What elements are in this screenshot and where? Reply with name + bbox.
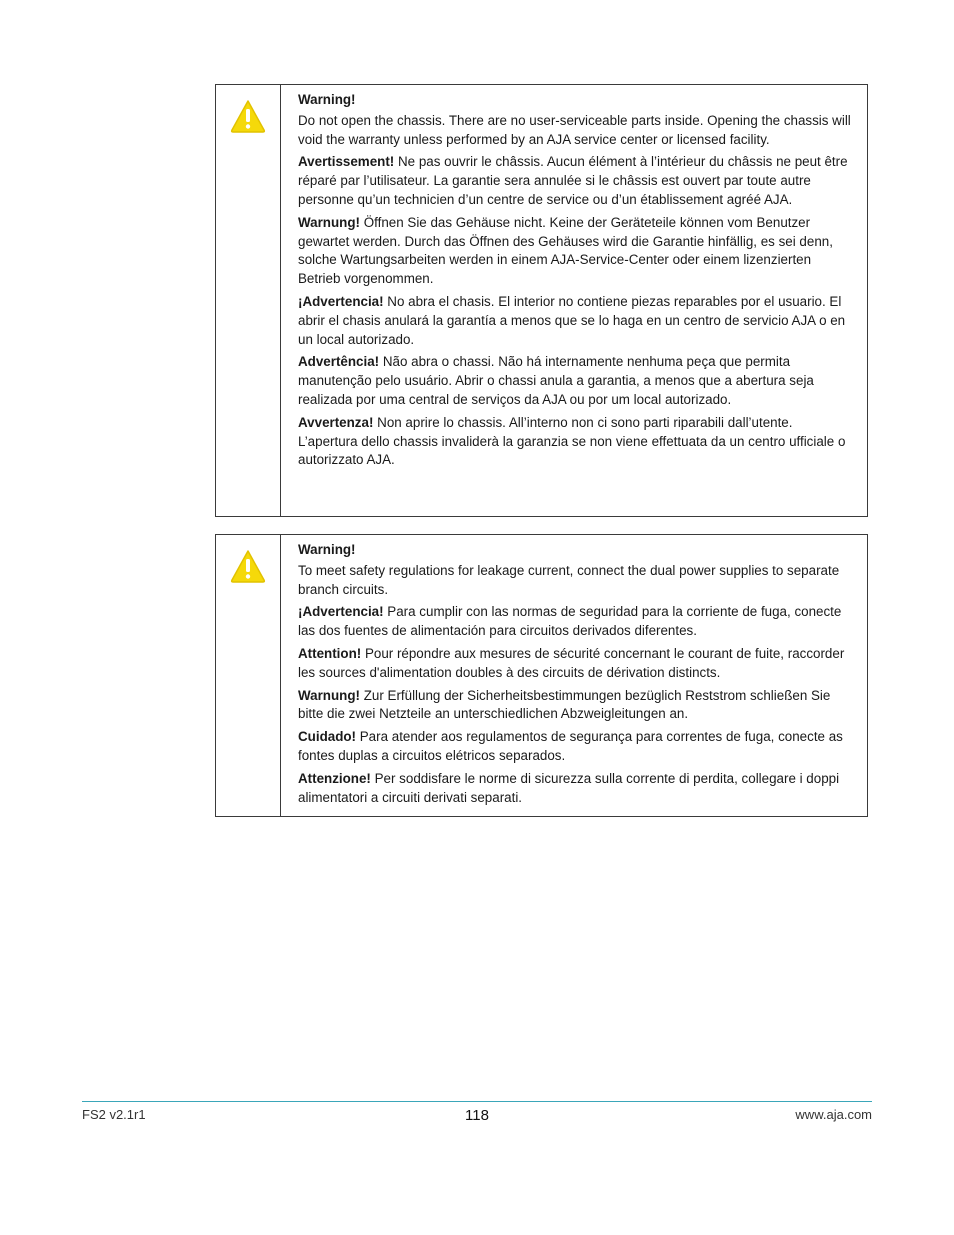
warning-triangle-icon xyxy=(230,549,266,583)
translation-text: Öffnen Sie das Gehäuse nicht. Keine der Geräteteile können vom Benutzer gewartet werden. Durch das Öffnen des Gehäuses wird die Garantie hinfällig, es sei denn, solche Wartungsarbeiten werden in einem AJA-Service-Center oder einem lizenzierten Betrieb vorgenommen. xyxy=(298,214,833,287)
translation-text: Zur Erfüllung der Sicherheitsbestimmungen bezüglich Reststrom schließen Sie bitte die zwei Netzteile an unterschiedlichen Abzweigleitungen an. xyxy=(298,687,831,722)
footer-doc-version: FS2 v2.1r1 xyxy=(82,1107,146,1122)
translation-spanish xyxy=(298,603,851,641)
translation-italian xyxy=(298,770,851,808)
footer-divider xyxy=(82,1101,872,1102)
icon-column xyxy=(216,85,281,516)
warning-triangle-icon xyxy=(230,99,266,133)
translation-label: Avvertenza! xyxy=(298,414,374,430)
translation-label: Advertência! xyxy=(298,354,380,370)
translation-label: ¡Advertencia! xyxy=(298,604,384,620)
translation-portuguese xyxy=(298,353,851,409)
translation-portuguese xyxy=(298,728,851,766)
warning-heading: Warning! xyxy=(298,92,356,107)
translation-text: Per soddisfare le norme di sicurezza sulla corrente di perdita, collegare i doppi alimentatori a circuiti derivati separati. xyxy=(298,770,840,805)
leakage-current-warning-box xyxy=(215,534,868,817)
translation-text: No abra el chasis. El interior no contiene piezas reparables por el usuario. El abrir el chasis anulará la garantía a menos que se lo haga en un centro de servicio AJA o en un local autorizado. xyxy=(298,293,846,347)
translation-text: Para cumplir con las normas de seguridad para la corriente de fuga, conecte las dos fuentes de alimentación para circuitos derivados diferentes. xyxy=(298,604,842,639)
warning-intro: To meet safety regulations for leakage current, connect the dual power supplies to separate branch circuits. xyxy=(298,562,840,597)
translation-text: Pour répondre aux mesures de sécurité concernant le courant de fuite, raccorder les sources d'alimentation doubles à des circuits de dérivation distincts. xyxy=(298,645,845,680)
translation-german xyxy=(298,687,851,725)
warning-text xyxy=(281,85,867,516)
translation-french xyxy=(298,645,851,683)
footer-website[interactable]: www.aja.com xyxy=(795,1107,872,1122)
translation-label: Warnung! xyxy=(298,214,360,230)
translation-text: Ne pas ouvrir le châssis. Aucun élément à l’intérieur du châssis ne peut être réparé par l’utilisateur. La garantie sera annulée si le châssis est ouvert par toute autre personne qu’un technicien d’un centre de service ou d’un établissement agréé AJA. xyxy=(298,154,848,207)
icon-column xyxy=(216,535,281,816)
translation-spanish xyxy=(298,293,851,349)
translation-label: Avertissement! xyxy=(298,154,395,170)
translation-label: Warnung! xyxy=(298,687,360,703)
translation-german xyxy=(298,214,851,289)
translation-label: Cuidado! xyxy=(298,729,357,745)
translation-label: Attention! xyxy=(298,645,362,661)
footer-page-number: 118 xyxy=(465,1107,489,1124)
translation-french xyxy=(298,153,851,209)
warning-text xyxy=(281,535,867,816)
translation-italian xyxy=(298,414,851,470)
translation-label: ¡Advertencia! xyxy=(298,293,384,309)
translation-text: Non aprire lo chassis. All’interno non ci sono parti riparabili dall’utente. L’apertura dello chassis invaliderà la garanzia se non viene effettuata da un centro ufficiale o autorizzato AJA. xyxy=(298,414,846,468)
warning-intro: Do not open the chassis. There are no user-serviceable parts inside. Opening the chassis will void the warranty unless performed by an AJA service center or licensed facility. xyxy=(298,112,851,147)
warning-heading: Warning! xyxy=(298,542,356,557)
translation-label: Attenzione! xyxy=(298,770,371,786)
chassis-warning-box xyxy=(215,84,868,517)
translation-text: Para atender aos regulamentos de segurança para correntes de fuga, conecte as fontes duplas a circuitos elétricos separados. xyxy=(298,729,843,763)
translation-text: Não abra o chassi. Não há internamente nenhuma peça que permita manutenção pelo usuário. Abrir o chassi anula a garantia, a menos que a abertura seja realizada por uma central de serviços da AJA ou por um local autorizado. xyxy=(298,354,814,407)
